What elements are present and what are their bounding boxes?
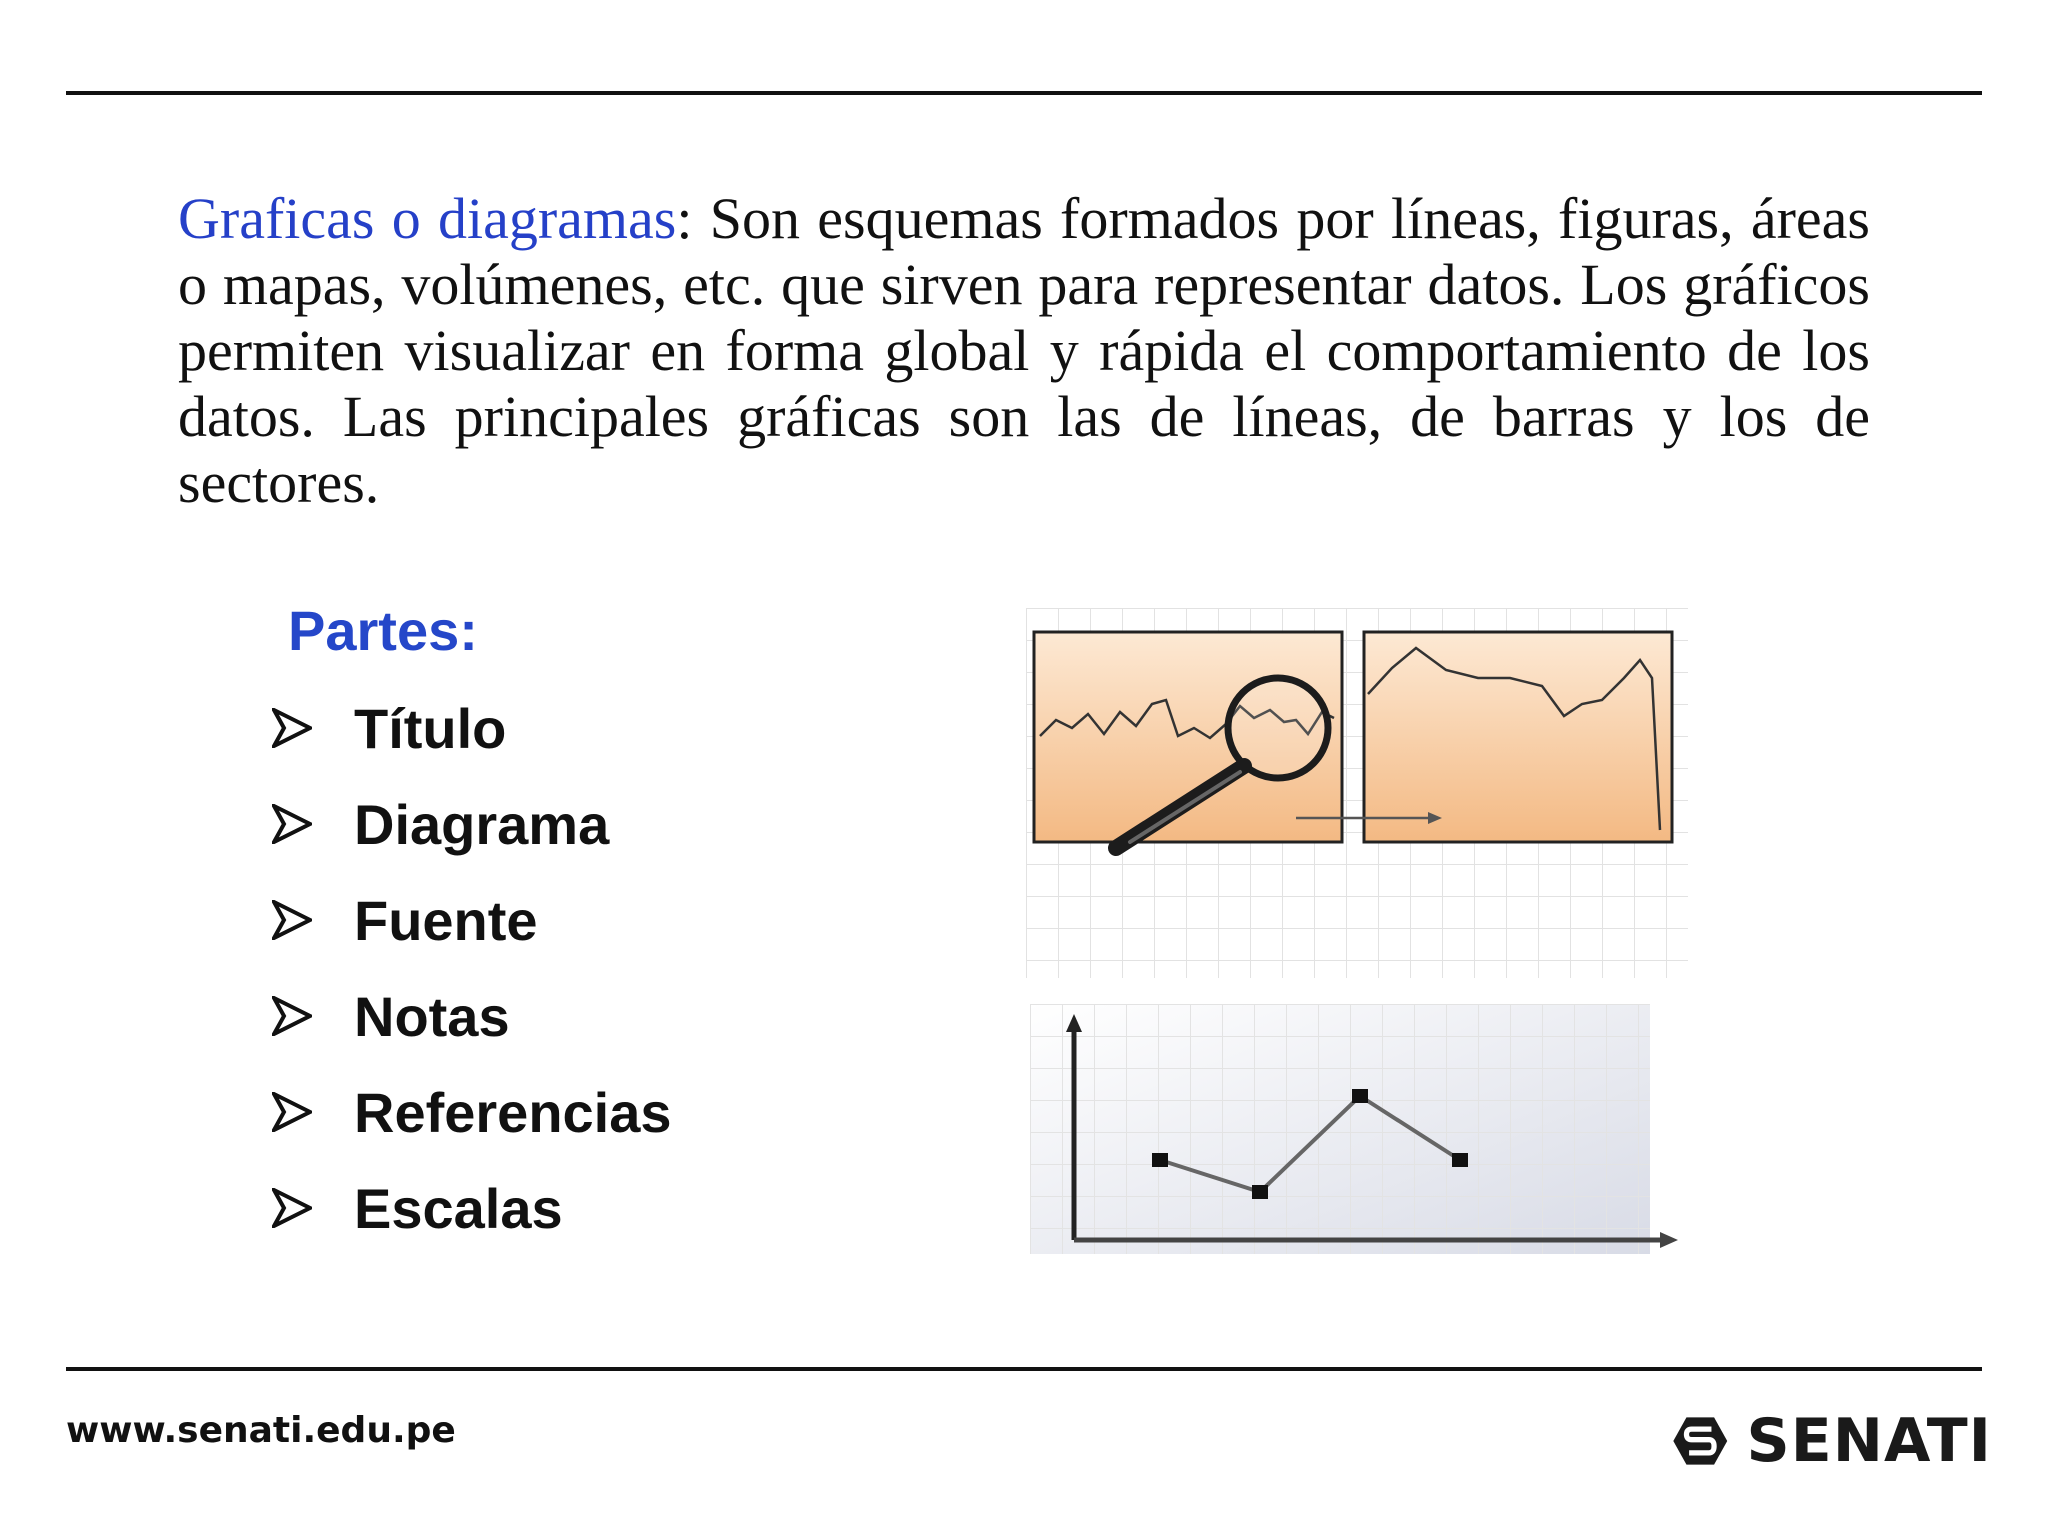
- part-label: Fuente: [354, 888, 538, 952]
- top-divider: [66, 91, 1982, 95]
- arrow-bullet-icon: [272, 1188, 312, 1228]
- list-item: [272, 872, 672, 968]
- parts-list: [272, 680, 672, 1256]
- chart-point: [1452, 1153, 1468, 1167]
- footer-url[interactable]: www.senati.edu.pe: [66, 1410, 456, 1451]
- list-item: [272, 968, 672, 1064]
- intro-paragraph: [178, 186, 1870, 516]
- arrow-bullet-icon: [272, 900, 312, 940]
- part-label: Referencias: [354, 1080, 672, 1144]
- arrow-bullet-icon: [272, 708, 312, 748]
- list-item: [272, 776, 672, 872]
- part-label: Diagrama: [354, 792, 610, 856]
- bottom-divider: [66, 1367, 1982, 1371]
- parts-heading: Partes:: [288, 599, 478, 662]
- part-label: Título: [354, 696, 507, 760]
- intro-text: : Son esquemas formados por líneas, figuras, áreas o mapas, volúmenes, etc. que sirven para representar datos. Los gráficos permiten visualizar en forma global y rápida el comportamiento de los datos. Las principales gráficas son las de líneas, de barras y los de sectores.: [178, 186, 1870, 515]
- part-label: Notas: [354, 984, 510, 1048]
- chart-point: [1252, 1185, 1268, 1199]
- chart-point: [1352, 1089, 1368, 1103]
- senati-logo: [1672, 1396, 1992, 1486]
- magnifier-line-chart-icon: [1026, 608, 1688, 978]
- arrow-bullet-icon: [272, 1092, 312, 1132]
- arrow-bullet-icon: [272, 996, 312, 1036]
- list-item: [272, 1160, 672, 1256]
- intro-term: Graficas o diagramas: [178, 186, 677, 251]
- line-chart-icon: [1030, 1004, 1690, 1254]
- part-label: Escalas: [354, 1176, 563, 1240]
- list-item: [272, 680, 672, 776]
- arrow-bullet-icon: [272, 804, 312, 844]
- chart-point: [1152, 1153, 1168, 1167]
- list-item: [272, 1064, 672, 1160]
- logo-text: SENATI: [1746, 1406, 1992, 1476]
- senati-logo-icon: [1672, 1401, 1729, 1481]
